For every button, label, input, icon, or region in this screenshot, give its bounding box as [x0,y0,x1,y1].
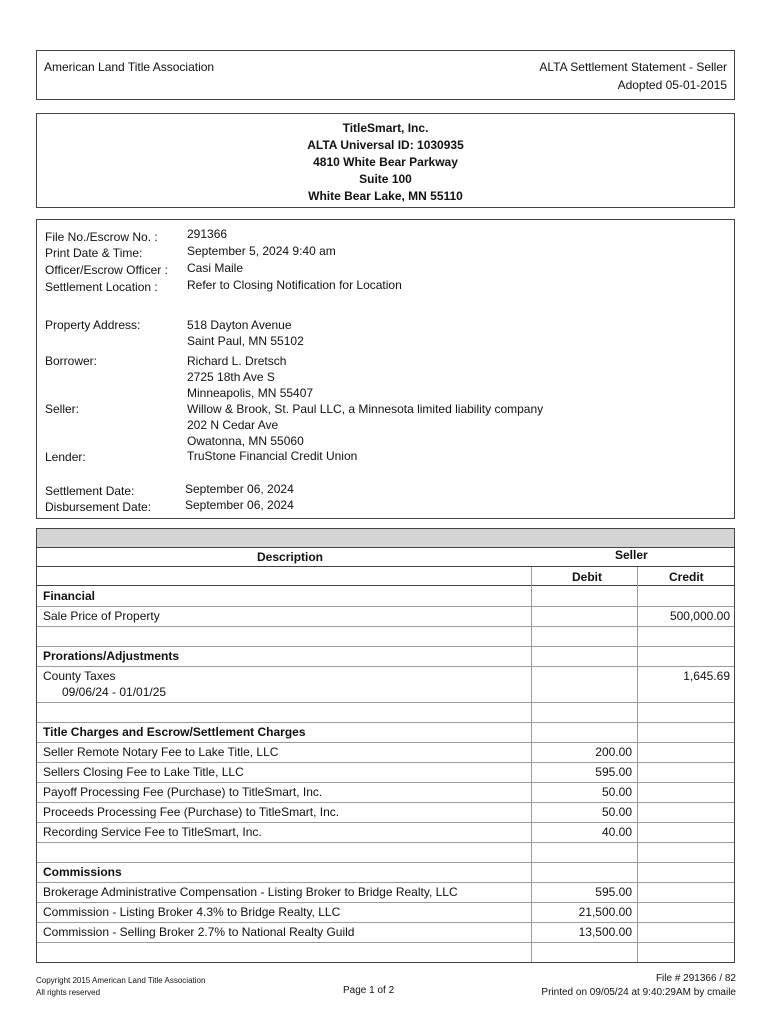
row-description: Seller Remote Notary Fee to Lake Title, LLC [43,745,279,759]
org-name: American Land Title Association [44,60,215,74]
blank-row [37,942,734,962]
debit-amount: 13,500.00 [578,925,632,939]
debit-amount: 595.00 [595,885,632,899]
borrower-line: 2725 18th Ave S [187,370,275,384]
table-row [37,882,734,902]
footer-printed: Printed on 09/05/24 at 9:40:29AM by cmaile [541,987,736,998]
property-line: 518 Dayton Avenue [187,318,292,332]
section-header-row [37,862,734,882]
seller-label: Seller: [45,402,80,416]
adopted-date: Adopted 05-01-2015 [617,78,727,92]
company-address-line2: Suite 100 [359,172,412,186]
table-row [37,666,734,702]
col-seller-header: Seller [615,548,648,562]
blank-row [37,842,734,862]
debit-amount: 21,500.00 [578,905,632,919]
file-no-value: 291366 [187,227,228,241]
section-title: Commissions [43,865,122,879]
header-divider [37,566,734,567]
row-description: Commission - Listing Broker 4.3% to Bridge Realty, LLC [43,905,341,919]
property-address [187,317,304,349]
blank-row [37,626,734,646]
alta-id: ALTA Universal ID: 1030935 [307,138,464,152]
footer-rights: All rights reserved [36,988,101,997]
company-block [36,113,735,208]
location-value: Refer to Closing Notification for Location [187,278,402,292]
location-label: Settlement Location : [45,280,158,294]
company-city: White Bear Lake, MN 55110 [308,189,463,203]
blank-row [37,702,734,722]
col-debit-header: Debit [572,570,602,584]
table-row [37,902,734,922]
property-line: Saint Paul, MN 55102 [187,334,304,348]
row-subdescription: 09/06/24 - 01/01/25 [62,685,167,699]
settlement-date-label: Settlement Date: [45,484,135,498]
debit-amount: 40.00 [601,825,632,839]
section-title: Prorations/Adjustments [43,649,180,663]
company-name: TitleSmart, Inc. [342,121,429,135]
table-row [37,782,734,802]
officer-value: Casi Maile [187,261,244,275]
borrower-block [187,353,313,401]
lender-value: TruStone Financial Credit Union [187,449,358,463]
document-title: ALTA Settlement Statement - Seller [539,60,727,74]
credit-amount: 500,000.00 [669,609,730,623]
table-row [37,822,734,842]
seller-line: Willow & Brook, St. Paul LLC, a Minnesota limited liability company [187,402,544,416]
disbursement-date-value: September 06, 2024 [185,498,294,512]
credit-amount: 1,645.69 [683,669,730,683]
row-description: Sellers Closing Fee to Lake Title, LLC [43,765,244,779]
settlement-info [36,219,735,519]
charges-table [36,528,735,963]
row-description: Sale Price of Property [43,609,160,623]
row-description: County Taxes [43,669,116,683]
section-header-row [37,586,734,606]
settlement-date-value: September 06, 2024 [185,482,294,496]
borrower-line: Richard L. Dretsch [187,354,287,368]
debit-amount: 595.00 [595,765,632,779]
print-date-label: Print Date & Time: [45,246,143,260]
property-label: Property Address: [45,318,141,332]
document-header [36,50,735,100]
row-description: Recording Service Fee to TitleSmart, Inc. [43,825,262,839]
borrower-line: Minneapolis, MN 55407 [187,386,314,400]
table-row [37,762,734,782]
row-description: Proceeds Processing Fee (Purchase) to TitleSmart, Inc. [43,805,340,819]
company-address-line1: 4810 White Bear Parkway [313,155,458,169]
borrower-label: Borrower: [45,354,98,368]
footer-file-no: File # 291366 / 82 [655,973,736,984]
section-header-row [37,646,734,666]
row-description: Brokerage Administrative Compensation - Listing Broker to Bridge Realty, LLC [43,885,458,899]
table-row [37,922,734,942]
row-divider [37,962,734,963]
debit-amount: 50.00 [601,785,632,799]
row-description: Payoff Processing Fee (Purchase) to TitleSmart, Inc. [43,785,323,799]
footer-copyright: Copyright 2015 American Land Title Association [36,976,206,985]
col-credit-header: Credit [669,570,704,584]
debit-amount: 50.00 [601,805,632,819]
section-title: Financial [43,589,96,603]
seller-line: 202 N Cedar Ave [187,418,279,432]
row-description: Commission - Selling Broker 2.7% to National Realty Guild [43,925,355,939]
print-date-value: September 5, 2024 9:40 am [187,244,336,258]
seller-block [187,401,543,449]
debit-amount: 200.00 [595,745,632,759]
officer-label: Officer/Escrow Officer : [45,263,168,277]
table-row [37,802,734,822]
page-number: Page 1 of 2 [343,985,395,996]
table-row [37,606,734,626]
seller-line: Owatonna, MN 55060 [187,434,304,448]
file-no-label: File No./Escrow No. : [45,230,158,244]
lender-label: Lender: [45,450,86,464]
table-row [37,742,734,762]
table-top-bar [37,529,734,548]
section-title: Title Charges and Escrow/Settlement Charges [43,725,306,739]
section-header-row [37,722,734,742]
disbursement-date-label: Disbursement Date: [45,500,152,514]
col-description-header: Description [257,550,324,564]
